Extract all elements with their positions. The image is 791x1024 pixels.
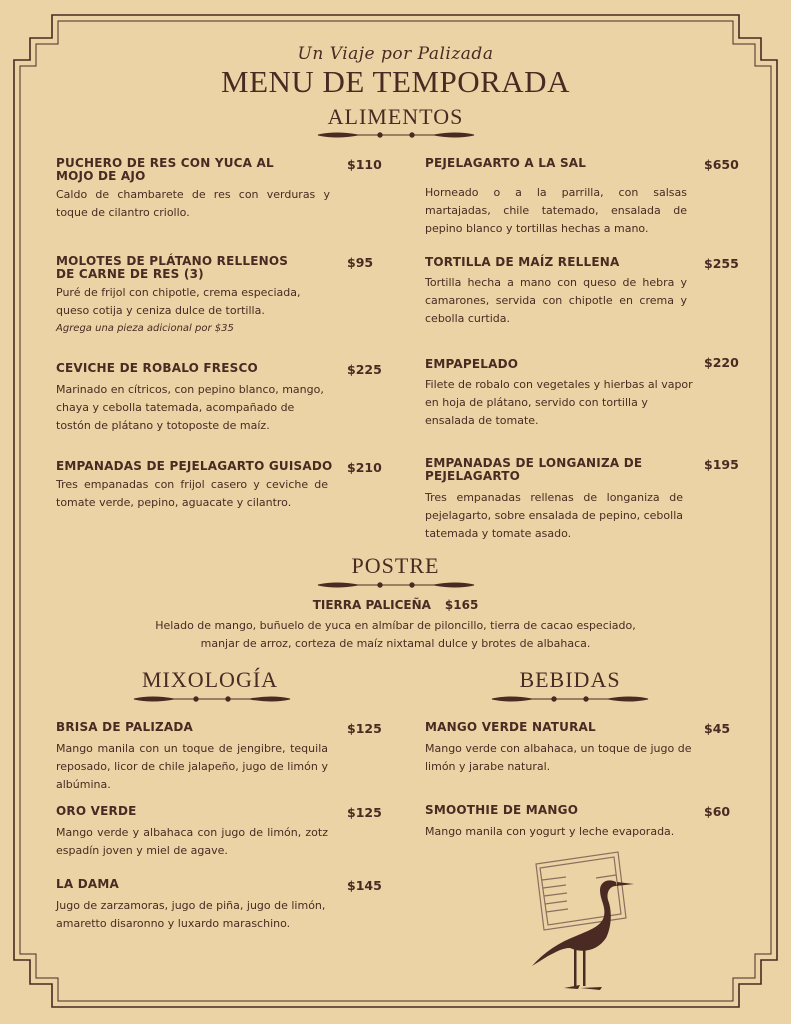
flourish-divider — [132, 692, 292, 706]
item-name: BRISA DE PALIZADA — [56, 720, 194, 734]
description-line: Helado de mango, buñuelo de yuca en almíbar de piloncillo, tierra de cacao especiado, — [155, 619, 636, 632]
menu-item-empapelado — [425, 355, 740, 430]
item-price: $125 — [347, 721, 382, 736]
item-price: $165 — [444, 598, 479, 612]
item-price: $125 — [347, 805, 382, 820]
item-note: Agrega una pieza adicional por $35 — [56, 323, 234, 334]
section-title-mixologia: MIXOLOGÍA — [141, 667, 279, 692]
item-description: Mango manila con un toque de jengibre, tequila reposado, licor de chile jalapeño, jugo de limón y albúmina. — [56, 742, 328, 791]
menu-item-tortilla-rellena — [425, 256, 740, 328]
item-price: $210 — [347, 460, 382, 475]
flourish-divider — [316, 128, 476, 142]
item-description: Marinado en cítricos, con pepino blanco, mango, chaya y cebolla tatemada, acompañado de tostón de plátano y totoposte de maíz. — [56, 383, 324, 432]
item-price: $95 — [347, 255, 374, 270]
item-name: TIERRA PALICEÑA — [312, 598, 431, 612]
item-name: PEJELAGARTO A LA SAL — [425, 156, 587, 170]
dessert-heading — [0, 598, 791, 612]
item-description: Tres empanadas rellenas de longaniza de pejelagarto, sobre ensalada de pepino, cebolla tatemada y tomate asado. — [425, 491, 683, 540]
menu-item-ceviche — [56, 362, 384, 435]
item-description: Tortilla hecha a mano con queso de hebra y camarones, servida con chipotle en crema y cebolla curtida. — [425, 276, 687, 325]
menu-item-oro-verde — [56, 805, 384, 860]
item-description: Mango verde con albahaca, un toque de jugo de limón y jarabe natural. — [425, 742, 692, 773]
item-description: Mango manila con yogurt y leche evaporada. — [425, 825, 675, 838]
flourish-divider — [490, 692, 650, 706]
menu-item-empanadas-pejelagarto — [56, 460, 384, 512]
item-price: $195 — [704, 457, 739, 472]
menu-item-puchero — [56, 157, 384, 222]
item-description: Jugo de zarzamoras, jugo de piña, jugo de limón, amaretto disaronno y luxardo maraschino. — [56, 899, 326, 930]
menu-item-empanadas-longaniza — [425, 457, 740, 543]
menu-item-mango-verde — [425, 721, 740, 776]
description-line: manjar de arroz, corteza de maíz nixtamal dulce y brotes de albahaca. — [200, 637, 591, 650]
item-name: PUCHERO DE RES CON YUCA AL MOJO DE AJO — [56, 156, 274, 183]
item-name: EMPAPELADO — [425, 357, 519, 371]
item-name: MOLOTES DE PLÁTANO RELLENOS DE CARNE DE RES (3) — [56, 254, 289, 281]
menu-item-pejelagarto-sal — [425, 157, 740, 238]
item-description: Filete de robalo con vegetales y hierbas al vapor en hoja de plátano, servido con tortilla y ensalada de tomate. — [425, 378, 693, 427]
dessert-description — [0, 617, 791, 653]
item-name: EMPANADAS DE PEJELAGARTO GUISADO — [56, 459, 333, 473]
item-description: Puré de frijol con chipotle, crema especiada, queso cotija y ceniza dulce de tortilla. — [56, 286, 301, 317]
section-title-postre: POSTRE — [351, 553, 440, 578]
item-name: ORO VERDE — [56, 804, 137, 818]
menu-item-smoothie — [425, 804, 740, 841]
item-name: TORTILLA DE MAÍZ RELLENA — [425, 255, 620, 269]
menu-item-molotes — [56, 255, 384, 334]
item-price: $255 — [704, 256, 739, 271]
heron-illustration — [520, 848, 640, 994]
menu-item-brisa — [56, 721, 384, 794]
item-price: $145 — [347, 878, 382, 893]
item-price: $110 — [347, 157, 382, 172]
item-description: Horneado o a la parrilla, con salsas martajadas, chile tatemado, ensalada de pepino blanco y tortillas hechas a mano. — [425, 186, 687, 235]
item-description: Mango verde y albahaca con jugo de limón, zotz espadín joven y miel de agave. — [56, 826, 328, 857]
item-description: Caldo de chambarete de res con verduras y toque de cilantro criollo. — [56, 188, 330, 219]
script-subtitle: Un Viaje por Palizada — [297, 44, 494, 64]
menu-item-la-dama — [56, 878, 384, 933]
item-price: $220 — [704, 355, 739, 370]
item-name: SMOOTHIE DE MANGO — [425, 803, 579, 817]
item-name: CEVICHE DE ROBALO FRESCO — [56, 361, 258, 375]
item-name: LA DAMA — [56, 877, 119, 891]
item-price: $60 — [704, 804, 731, 819]
item-price: $650 — [704, 157, 739, 172]
section-title-alimentos: ALIMENTOS — [327, 104, 464, 129]
page-title: MENU DE TEMPORADA — [221, 64, 570, 99]
item-name: MANGO VERDE NATURAL — [425, 720, 596, 734]
item-description: Tres empanadas con frijol casero y ceviche de tomate verde, pepino, aguacate y cilantro. — [56, 478, 328, 509]
item-price: $225 — [347, 362, 382, 377]
flourish-divider — [316, 578, 476, 592]
section-title-bebidas: BEBIDAS — [519, 667, 621, 692]
item-price: $45 — [704, 721, 731, 736]
item-name: EMPANADAS DE LONGANIZA DE PEJELAGARTO — [425, 456, 643, 483]
